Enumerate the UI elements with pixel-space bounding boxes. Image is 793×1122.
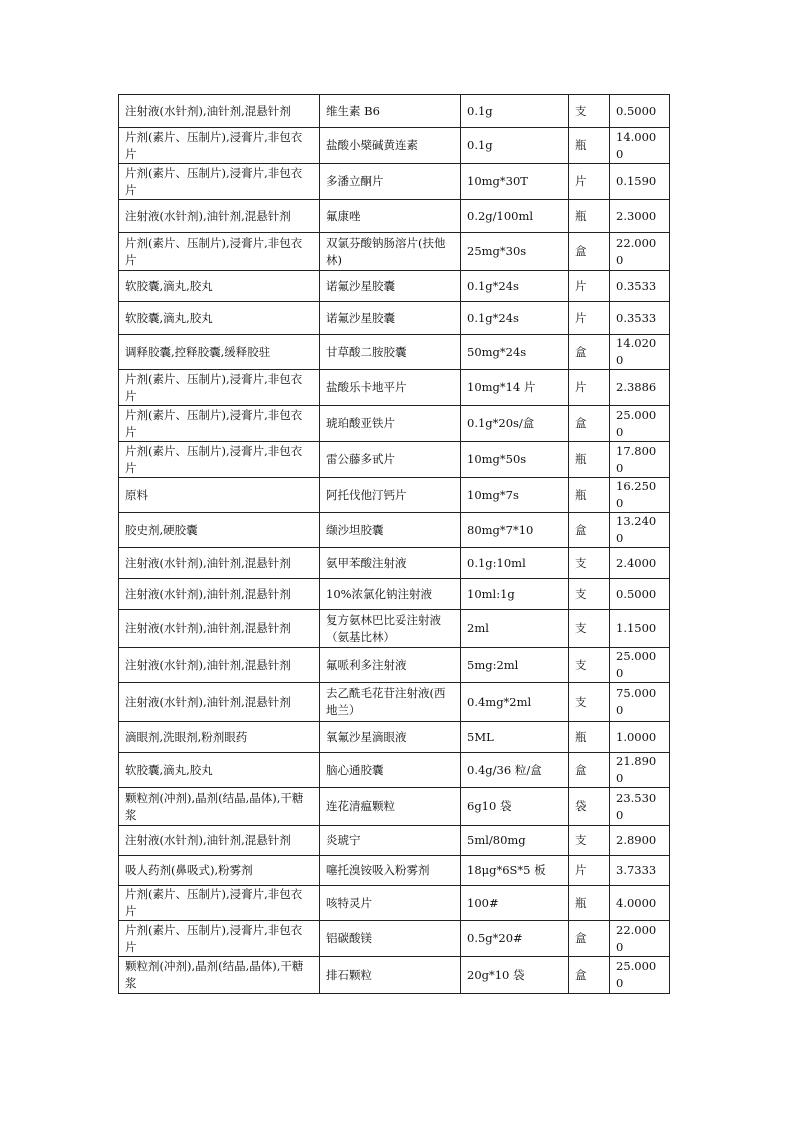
table-row (119, 886, 670, 921)
drug-name-cell: 盐酸乐卡地平片 (320, 370, 461, 406)
dosage-form-cell: 片剂(素片、压制片),浸膏片,非包衣片 (119, 442, 320, 478)
specification-cell: 100# (461, 886, 569, 921)
unit-cell: 片 (569, 370, 610, 406)
unit-cell: 片 (569, 856, 610, 886)
table-row (119, 302, 670, 335)
drug-name-cell: 盐酸小檗碱黄连素 (320, 128, 461, 164)
table-row (119, 271, 670, 302)
price-cell: 25.0000 (610, 648, 670, 683)
specification-cell: 10mg*30T (461, 164, 569, 200)
table-row (119, 579, 670, 610)
drug-name-cell: 复方氨林巴比妥注射液（氨基比林） (320, 610, 461, 648)
table-row (119, 957, 670, 994)
dosage-form-cell: 片剂(素片、压制片),浸膏片,非包衣片 (119, 921, 320, 957)
table-row (119, 406, 670, 442)
drug-name-cell: 缬沙坦胶囊 (320, 513, 461, 548)
price-cell: 0.3533 (610, 271, 670, 302)
price-cell: 4.0000 (610, 886, 670, 921)
table-row (119, 753, 670, 788)
drug-name-cell: 去乙酰毛花苷注射液(西地兰） (320, 683, 461, 722)
table-row (119, 610, 670, 648)
price-cell: 1.1500 (610, 610, 670, 648)
price-cell: 2.3000 (610, 200, 670, 233)
specification-cell: 0.1g (461, 128, 569, 164)
dosage-form-cell: 注射液(水针剂),油针剂,混悬针剂 (119, 200, 320, 233)
unit-cell: 盒 (569, 957, 610, 994)
price-cell: 0.1590 (610, 164, 670, 200)
price-cell: 17.8000 (610, 442, 670, 478)
dosage-form-cell: 注射液(水针剂),油针剂,混悬针剂 (119, 826, 320, 856)
unit-cell: 支 (569, 683, 610, 722)
drug-name-cell: 10%浓氯化钠注射液 (320, 579, 461, 610)
price-cell: 25.0000 (610, 406, 670, 442)
dosage-form-cell: 调释胶囊,控释胶囊,缓释胶驻 (119, 335, 320, 370)
dosage-form-cell: 胶史剂,硬胶囊 (119, 513, 320, 548)
table-row (119, 648, 670, 683)
drug-name-cell: 双氯芬酸钠肠溶片(扶他林) (320, 233, 461, 271)
price-cell: 0.5000 (610, 579, 670, 610)
price-cell: 14.0200 (610, 335, 670, 370)
table-row (119, 335, 670, 370)
price-cell: 21.8900 (610, 753, 670, 788)
price-cell: 3.7333 (610, 856, 670, 886)
specification-cell: 0.1g*24s (461, 302, 569, 335)
specification-cell: 80mg*7*10 (461, 513, 569, 548)
table-row (119, 164, 670, 200)
specification-cell: 5ml/80mg (461, 826, 569, 856)
price-cell: 2.8900 (610, 826, 670, 856)
table-row (119, 683, 670, 722)
dosage-form-cell: 颗粒剂(冲剂),晶剂(结晶,晶体),干糖浆 (119, 788, 320, 826)
drug-table-body (119, 95, 670, 994)
dosage-form-cell: 滴眼剂,洗眼剂,粉剂眼药 (119, 722, 320, 753)
table-row (119, 478, 670, 513)
specification-cell: 50mg*24s (461, 335, 569, 370)
specification-cell: 0.1g*24s (461, 271, 569, 302)
table-row (119, 200, 670, 233)
price-cell: 14.0000 (610, 128, 670, 164)
unit-cell: 盒 (569, 753, 610, 788)
specification-cell: 10mg*50s (461, 442, 569, 478)
drug-name-cell: 铝碳酸镁 (320, 921, 461, 957)
drug-name-cell: 氧氟沙星滴眼液 (320, 722, 461, 753)
specification-cell: 10ml:1g (461, 579, 569, 610)
specification-cell: 5mg:2ml (461, 648, 569, 683)
table-row (119, 95, 670, 128)
table-row (119, 826, 670, 856)
dosage-form-cell: 注射液(水针剂),油针剂,混悬针剂 (119, 579, 320, 610)
unit-cell: 支 (569, 95, 610, 128)
table-row (119, 856, 670, 886)
price-cell: 22.0000 (610, 233, 670, 271)
table-row (119, 788, 670, 826)
specification-cell: 18μg*6S*5 板 (461, 856, 569, 886)
specification-cell: 0.1g*20s/盒 (461, 406, 569, 442)
unit-cell: 盒 (569, 921, 610, 957)
table-row (119, 722, 670, 753)
drug-name-cell: 氟康唑 (320, 200, 461, 233)
price-cell: 16.2500 (610, 478, 670, 513)
dosage-form-cell: 软胶囊,滴丸,胶丸 (119, 271, 320, 302)
dosage-form-cell: 注射液(水针剂),油针剂,混悬针剂 (119, 683, 320, 722)
unit-cell: 盒 (569, 335, 610, 370)
dosage-form-cell: 原料 (119, 478, 320, 513)
table-row (119, 921, 670, 957)
unit-cell: 盒 (569, 406, 610, 442)
unit-cell: 片 (569, 271, 610, 302)
specification-cell: 5ML (461, 722, 569, 753)
unit-cell: 瓶 (569, 442, 610, 478)
drug-name-cell: 阿托伐他汀钙片 (320, 478, 461, 513)
unit-cell: 盒 (569, 233, 610, 271)
unit-cell: 瓶 (569, 128, 610, 164)
dosage-form-cell: 片剂(素片、压制片),浸膏片,非包衣片 (119, 886, 320, 921)
table-row (119, 128, 670, 164)
specification-cell: 0.5g*20# (461, 921, 569, 957)
unit-cell: 袋 (569, 788, 610, 826)
price-cell: 1.0000 (610, 722, 670, 753)
specification-cell: 2ml (461, 610, 569, 648)
drug-name-cell: 甘草酸二胺胶囊 (320, 335, 461, 370)
dosage-form-cell: 软胶囊,滴丸,胶丸 (119, 753, 320, 788)
table-row (119, 548, 670, 579)
specification-cell: 20g*10 袋 (461, 957, 569, 994)
drug-name-cell: 诺氟沙星胶囊 (320, 271, 461, 302)
specification-cell: 10mg*7s (461, 478, 569, 513)
unit-cell: 瓶 (569, 200, 610, 233)
dosage-form-cell: 软胶囊,滴丸,胶丸 (119, 302, 320, 335)
dosage-form-cell: 片剂(素片、压制片),浸膏片,非包衣片 (119, 128, 320, 164)
unit-cell: 瓶 (569, 478, 610, 513)
table-row (119, 442, 670, 478)
drug-name-cell: 诺氟沙星胶囊 (320, 302, 461, 335)
unit-cell: 瓶 (569, 722, 610, 753)
price-cell: 2.3886 (610, 370, 670, 406)
drug-name-cell: 噻托溴铵吸入粉雾剂 (320, 856, 461, 886)
specification-cell: 6g10 袋 (461, 788, 569, 826)
dosage-form-cell: 片剂(素片、压制片),浸膏片,非包衣片 (119, 370, 320, 406)
drug-name-cell: 维生素 B6 (320, 95, 461, 128)
dosage-form-cell: 注射液(水针剂),油针剂,混悬针剂 (119, 610, 320, 648)
specification-cell: 25mg*30s (461, 233, 569, 271)
price-cell: 22.0000 (610, 921, 670, 957)
dosage-form-cell: 颗粒剂(冲剂),晶剂(结晶,晶体),干糖浆 (119, 957, 320, 994)
drug-name-cell: 雷公藤多甙片 (320, 442, 461, 478)
unit-cell: 支 (569, 548, 610, 579)
specification-cell: 0.1g:10ml (461, 548, 569, 579)
drug-name-cell: 排石颗粒 (320, 957, 461, 994)
unit-cell: 支 (569, 826, 610, 856)
drug-name-cell: 炎琥宁 (320, 826, 461, 856)
dosage-form-cell: 注射液(水针剂),油针剂,混悬针剂 (119, 548, 320, 579)
drug-name-cell: 脑心通胶囊 (320, 753, 461, 788)
specification-cell: 0.2g/100ml (461, 200, 569, 233)
dosage-form-cell: 吸人药剂(鼻吸式),粉雾剂 (119, 856, 320, 886)
drug-name-cell: 琥珀酸亚铁片 (320, 406, 461, 442)
specification-cell: 0.1g (461, 95, 569, 128)
price-cell: 0.5000 (610, 95, 670, 128)
drug-name-cell: 氟哌利多注射液 (320, 648, 461, 683)
unit-cell: 片 (569, 302, 610, 335)
price-cell: 2.4000 (610, 548, 670, 579)
unit-cell: 瓶 (569, 886, 610, 921)
drug-name-cell: 咳特灵片 (320, 886, 461, 921)
unit-cell: 支 (569, 648, 610, 683)
price-cell: 23.5300 (610, 788, 670, 826)
drug-name-cell: 连花清瘟颗粒 (320, 788, 461, 826)
unit-cell: 支 (569, 579, 610, 610)
drug-name-cell: 氨甲苯酸注射液 (320, 548, 461, 579)
table-row (119, 233, 670, 271)
dosage-form-cell: 片剂(素片、压制片),浸膏片,非包衣片 (119, 164, 320, 200)
drug-name-cell: 多潘立酮片 (320, 164, 461, 200)
price-cell: 13.2400 (610, 513, 670, 548)
dosage-form-cell: 片剂(素片、压制片),浸膏片,非包衣片 (119, 233, 320, 271)
specification-cell: 10mg*14 片 (461, 370, 569, 406)
dosage-form-cell: 片剂(素片、压制片),浸膏片,非包衣片 (119, 406, 320, 442)
unit-cell: 支 (569, 610, 610, 648)
dosage-form-cell: 注射液(水针剂),油针剂,混悬针剂 (119, 648, 320, 683)
price-cell: 25.0000 (610, 957, 670, 994)
price-cell: 0.3533 (610, 302, 670, 335)
table-row (119, 370, 670, 406)
specification-cell: 0.4mg*2ml (461, 683, 569, 722)
table-row (119, 513, 670, 548)
price-cell: 75.0000 (610, 683, 670, 722)
dosage-form-cell: 注射液(水针剂),油针剂,混悬针剂 (119, 95, 320, 128)
unit-cell: 盒 (569, 513, 610, 548)
unit-cell: 片 (569, 164, 610, 200)
drug-price-table (118, 94, 670, 994)
specification-cell: 0.4g/36 粒/盒 (461, 753, 569, 788)
